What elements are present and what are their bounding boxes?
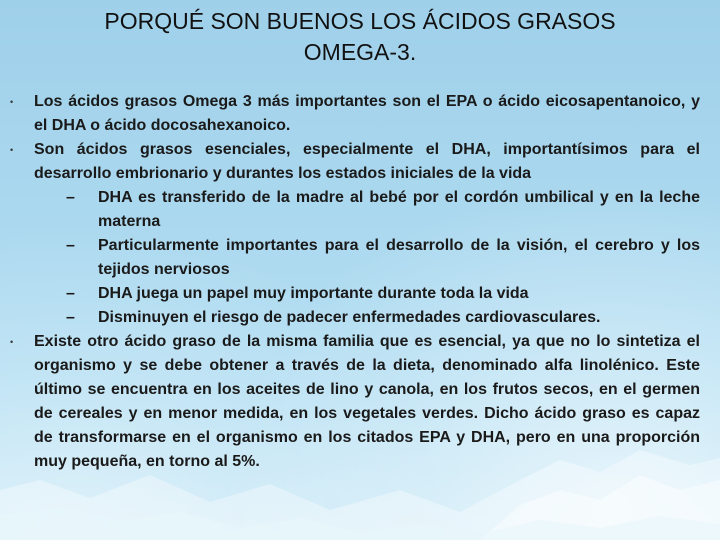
slide-body: [10, 90, 700, 474]
sub-bullet-item: [10, 186, 700, 234]
bullet-text: Los ácidos grasos Omega 3 más importantes son el EPA o ácido eicosapentanoico, y el DHA o ácido docosahexanoico.: [34, 93, 700, 134]
bullet-item: [10, 90, 700, 138]
title-line-2: OMEGA-3.: [303, 39, 417, 65]
slide-title: [0, 6, 720, 68]
title-line-1: PORQUÉ SON BUENOS LOS ÁCIDOS GRASOS: [104, 8, 616, 34]
sub-bullet-text: Disminuyen el riesgo de padecer enfermedades cardiovasculares.: [98, 309, 601, 326]
bullet-marker: •: [10, 337, 14, 347]
sub-bullet-text: Particularmente importantes para el desarrollo de la visión, el cerebro y los tejidos nerviosos: [98, 237, 700, 278]
sub-bullet-item: [10, 282, 700, 306]
bullet-marker: •: [10, 145, 14, 155]
bullet-item: [10, 138, 700, 186]
bullet-text: Existe otro ácido graso de la misma familia que es esencial, ya que no lo sintetiza el organismo y se debe obtener a través de la dieta, denominado alfa linolénico. Este último se encuentra en los aceites de lino y canola, en los frutos secos, en el germen de cereales y en menor medida, en los vegetales verdes. Dicho ácido graso es capaz de transformarse en el organismo en los citados EPA y DHA, pero en una proporción muy pequeña, en torno al 5%.: [34, 333, 700, 470]
sub-bullet-marker: –: [66, 237, 75, 254]
bullet-marker: •: [10, 97, 14, 107]
sub-bullet-item: [10, 234, 700, 282]
sub-bullet-marker: –: [66, 189, 75, 206]
sub-bullet-item: [10, 306, 700, 330]
bullet-text: Son ácidos grasos esenciales, especialmente el DHA, importantísimos para el desarrollo embrionario y durantes los estados iniciales de la vida: [34, 141, 700, 182]
sub-bullet-marker: –: [66, 285, 75, 302]
sub-bullet-text: DHA juega un papel muy importante durante toda la vida: [98, 285, 529, 302]
sub-bullet-text: DHA es transferido de la madre al bebé por el cordón umbilical y en la leche materna: [98, 189, 700, 230]
bullet-item: [10, 330, 700, 474]
sub-bullet-marker: –: [66, 309, 75, 326]
